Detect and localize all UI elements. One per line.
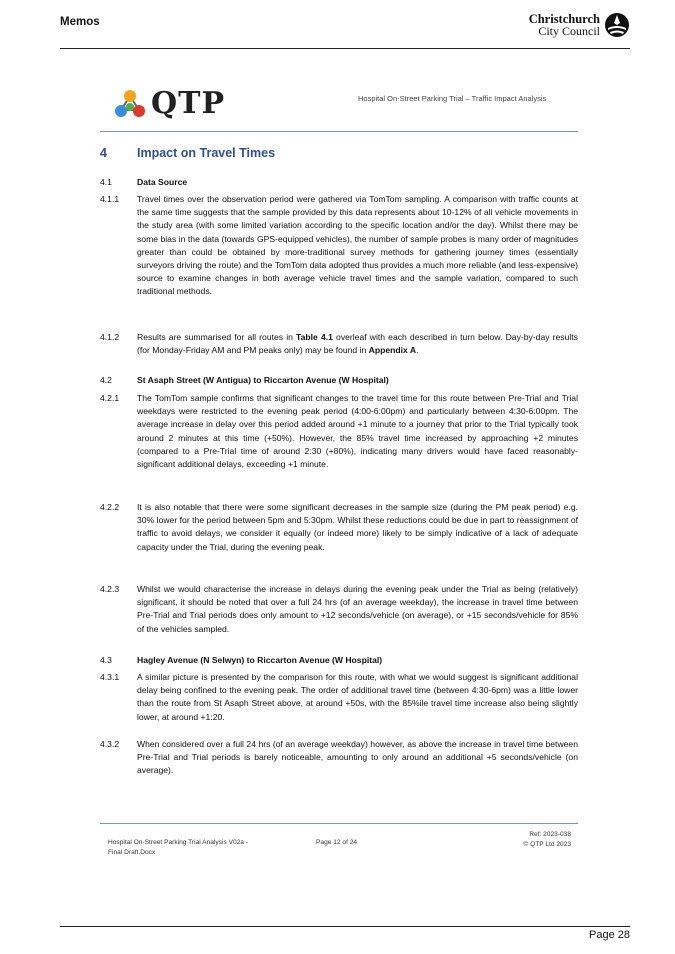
paragraph-4-2-1: 4.2.1 The TomTom sample confirms that significant changes to the travel time for this route between Pre-Trial and Trial weekdays were restricted to the evening peak period (4:00-6:00pm) and particularly between 4:30-6:00pm. The average increase in delay over this period added around +1 minute to a journey that prior to the Trial typically took around 2 minutes at this time (+50%). However, the 85% travel time increased by approaching +2 minutes (compared to a Pre-Trial time of around 2:30 (+80%), indicating many drivers would have faced reasonably-significant additional delays, exceeding +1 minute.	[100, 393, 578, 470]
qtp-molecule-icon	[113, 88, 147, 120]
qtp-wordmark: QTP	[151, 86, 226, 121]
report-footer-divider	[100, 823, 578, 824]
footer-page-count: Page 12 of 24	[316, 839, 358, 846]
section-title: Impact on Travel Times	[137, 146, 276, 160]
page-number: Page 28	[589, 929, 630, 941]
council-name-line1: Christchurch	[528, 12, 600, 26]
paragraph-4-3-2: 4.3.2 When considered over a full 24 hrs (of an average weekday) however, as above the increase in travel time between Pre-Trial and Trial periods is barely noticeable, amounting to only around an additional +5 seconds/vehicle (on average).	[100, 739, 578, 776]
qtp-logo	[113, 86, 225, 121]
footer-filename: Hospital On-Street Parking Trial Analysis V02a - Final Draft.Docx	[108, 839, 248, 856]
memo-header	[0, 0, 675, 50]
paragraph-4-3-1: 4.3.1 A similar picture is presented by the comparison for this route, with what we would suggest is significant additional delay being confined to the evening peak. The order of additional travel time (between 4:30-6pm) was a little lower than the route from St Asaph Street above, at around +50s, with the 85%ile travel time increase also being slightly lower, at around +1:20.	[100, 672, 578, 722]
subsection-4-1: 4.1 Data Source	[100, 177, 188, 187]
council-name-line2: City Council	[538, 24, 600, 38]
paragraph-4-2-2: 4.2.2 It is also notable that there were some significant decreases in the sample size (during the PM peak period) e.g. 30% lower for the period between 5pm and 5:30pm. Whilst these reductions could be due in part to reassignment of traffic to avoid delays, we consider it equally (or indeed more) likely to be simply indicative of a lack of adequate capacity under the Trial, during the evening peak.	[100, 502, 578, 552]
footer-reference: Ref: 2023-038 © QTP Ltd 2023	[523, 831, 571, 848]
paragraph-4-2-3: 4.2.3 Whilst we would characterise the increase in delays during the evening peak under the Trial as being (relatively) significant, it should be noted that over a full 24 hrs (of an average weekday), the increase in travel time between Pre-Trial and Trial periods does only amount to +12 seconds/vehicle (on average), or +15 seconds/vehicle for 85% of the vehicles sampled.	[100, 584, 578, 634]
council-mark-icon	[604, 12, 630, 38]
subsection-4-2: 4.2 St Asaph Street (W Antigua) to Riccarton Avenue (W Hospital)	[100, 375, 389, 385]
paragraph-4-1-1: 4.1.1 Travel times over the observation period were gathered via TomTom sampling. A comparison with traffic counts at the same time suggests that the sample provided by this data represents about 10-12% of all vehicle movements in the study area (with some limited variation according to the specific location and/or the day). Whilst there may be some bias in the data (towards GPS-equipped vehicles), the number of sample probes is many order of magnitudes greater than could be obtained by more-traditional survey methods for gathering journey times (essentially surveyors driving the route) and the TomTom data adopted thus provides a much more reliable (and less-expensive) source to examine changes in both average vehicle travel times and the sample variation, compared to such traditional methods.	[100, 194, 578, 297]
section-heading	[100, 146, 275, 160]
subsection-4-3: 4.3 Hagley Avenue (N Selwyn) to Riccarton Avenue (W Hospital)	[100, 655, 383, 665]
memo-label: Memos	[60, 16, 100, 28]
appendix-reference: Appendix A	[368, 345, 417, 356]
table-reference: Table 4.1	[296, 332, 333, 342]
report-header-title: Hospital On-Street Parking Trial – Traffic Impact Analysis	[358, 94, 547, 103]
header-divider	[60, 48, 630, 49]
council-logo	[529, 12, 630, 38]
section-number: 4	[100, 146, 107, 160]
paragraph-4-1-2: 4.1.2 Results are summarised for all routes in Table 4.1 overleaf with each described in turn below. Day-by-day results (for Monday-Friday AM and PM peaks only) may be found in Appendix A.	[100, 332, 578, 356]
page-footer-divider	[60, 926, 630, 927]
report-header-divider	[100, 131, 578, 132]
